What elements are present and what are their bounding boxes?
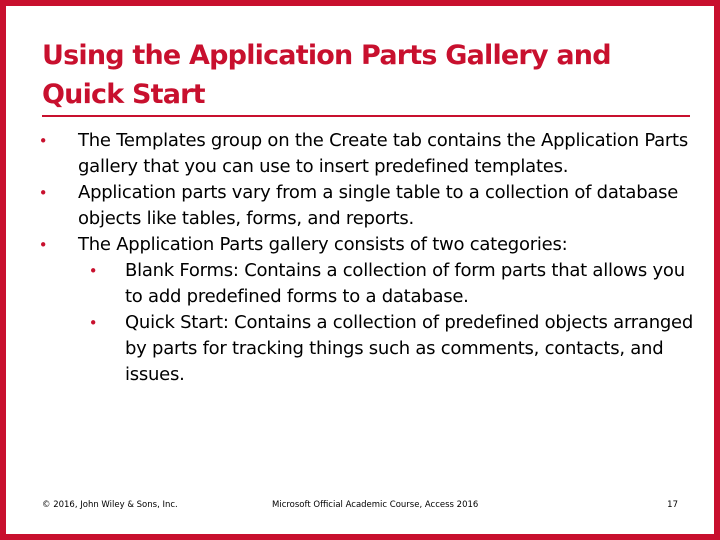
sub-bullet-term: Quick Start: xyxy=(125,312,229,333)
footer-course: Microsoft Official Academic Course, Access 2016 xyxy=(272,500,479,510)
footer-copyright: © 2016, John Wiley & Sons, Inc. xyxy=(42,500,178,510)
bullet-dot-icon: • xyxy=(88,262,98,280)
bullet-dot-icon: • xyxy=(88,314,98,332)
footer-page-number: 17 xyxy=(667,500,678,510)
bullet-dot-icon: • xyxy=(38,184,48,202)
sub-bullet-term: Blank Forms: xyxy=(125,260,239,281)
sub-bullet-item xyxy=(36,310,696,388)
title-line-1: Using the Application Parts Gallery and xyxy=(42,40,611,71)
bullet-text: The Application Parts gallery consists of two categories: xyxy=(78,234,568,255)
bullet-item xyxy=(36,232,696,258)
bullet-item xyxy=(36,128,696,180)
bullet-text: The Templates group on the Create tab contains the Application Parts gallery that you can use to insert predefined templates. xyxy=(78,130,688,177)
sub-bullet-item xyxy=(36,258,696,310)
slide-title xyxy=(42,36,692,114)
title-divider xyxy=(42,115,690,117)
bullet-dot-icon: • xyxy=(38,132,48,150)
bullet-text: Application parts vary from a single table to a collection of database objects like tables, forms, and reports. xyxy=(78,182,679,229)
slide-body xyxy=(36,128,696,388)
sub-bullet-text: Contains a collection of form parts that allows you to add predefined forms to a database. xyxy=(125,260,685,307)
bullet-item xyxy=(36,180,696,232)
title-line-2: Quick Start xyxy=(42,79,205,110)
bullet-dot-icon: • xyxy=(38,236,48,254)
sub-bullet-text: Contains a collection of predefined objects arranged by parts for tracking things such as comments, contacts, and issues. xyxy=(125,312,694,385)
